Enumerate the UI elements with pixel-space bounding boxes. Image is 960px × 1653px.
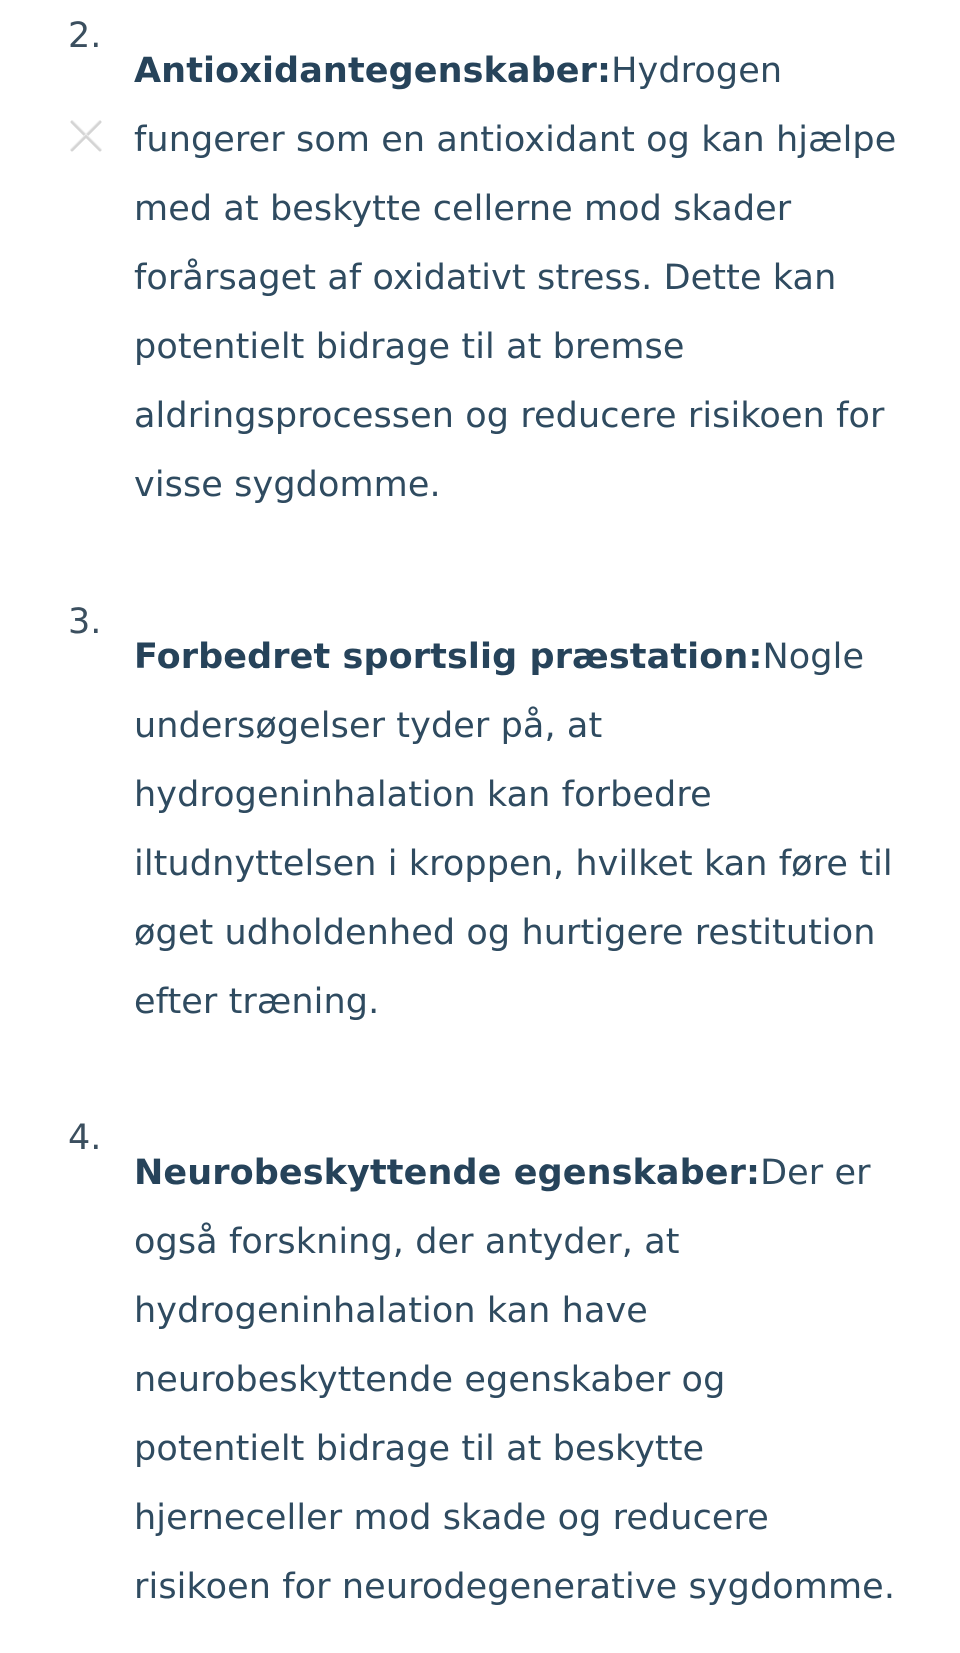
list-item-text bbox=[134, 623, 904, 1037]
list-item-number: 3. bbox=[68, 602, 102, 642]
list-item-number: 2. bbox=[68, 16, 102, 56]
list-item-description: Der er også forskning, der antyder, at hydrogeninhalation kan have neurobeskyttende egenskaber og potentielt bidrage til at beskytte hjerneceller mod skade og reducere risikoen for neurodegenerative sygdomme. bbox=[134, 1153, 896, 1607]
list-item-text bbox=[134, 1139, 904, 1622]
list-item-heading: Forbedret sportslig præstation: bbox=[134, 637, 763, 677]
list-item-description: Nogle undersøgelser tyder på, at hydrogeninhalation kan forbedre iltudnyttelsen i kroppen, hvilket kan føre til øget udholdenhed og hurtigere restitution efter træning. bbox=[134, 637, 893, 1022]
list-item-text bbox=[134, 37, 904, 520]
list-item-number: 4. bbox=[68, 1118, 102, 1158]
list-item-heading: Antioxidantegenskaber: bbox=[134, 51, 612, 91]
list-item-description: Hydrogen fungerer som en antioxidant og kan hjælpe med at beskytte cellerne mod skader forårsaget af oxidativt stress. Dette kan potentielt bidrage til at bremse aldringsprocessen og reducere risikoen for visse sygdomme. bbox=[134, 51, 897, 505]
close-icon[interactable] bbox=[66, 116, 106, 156]
list-item-heading: Neurobeskyttende egenskaber: bbox=[134, 1153, 761, 1193]
